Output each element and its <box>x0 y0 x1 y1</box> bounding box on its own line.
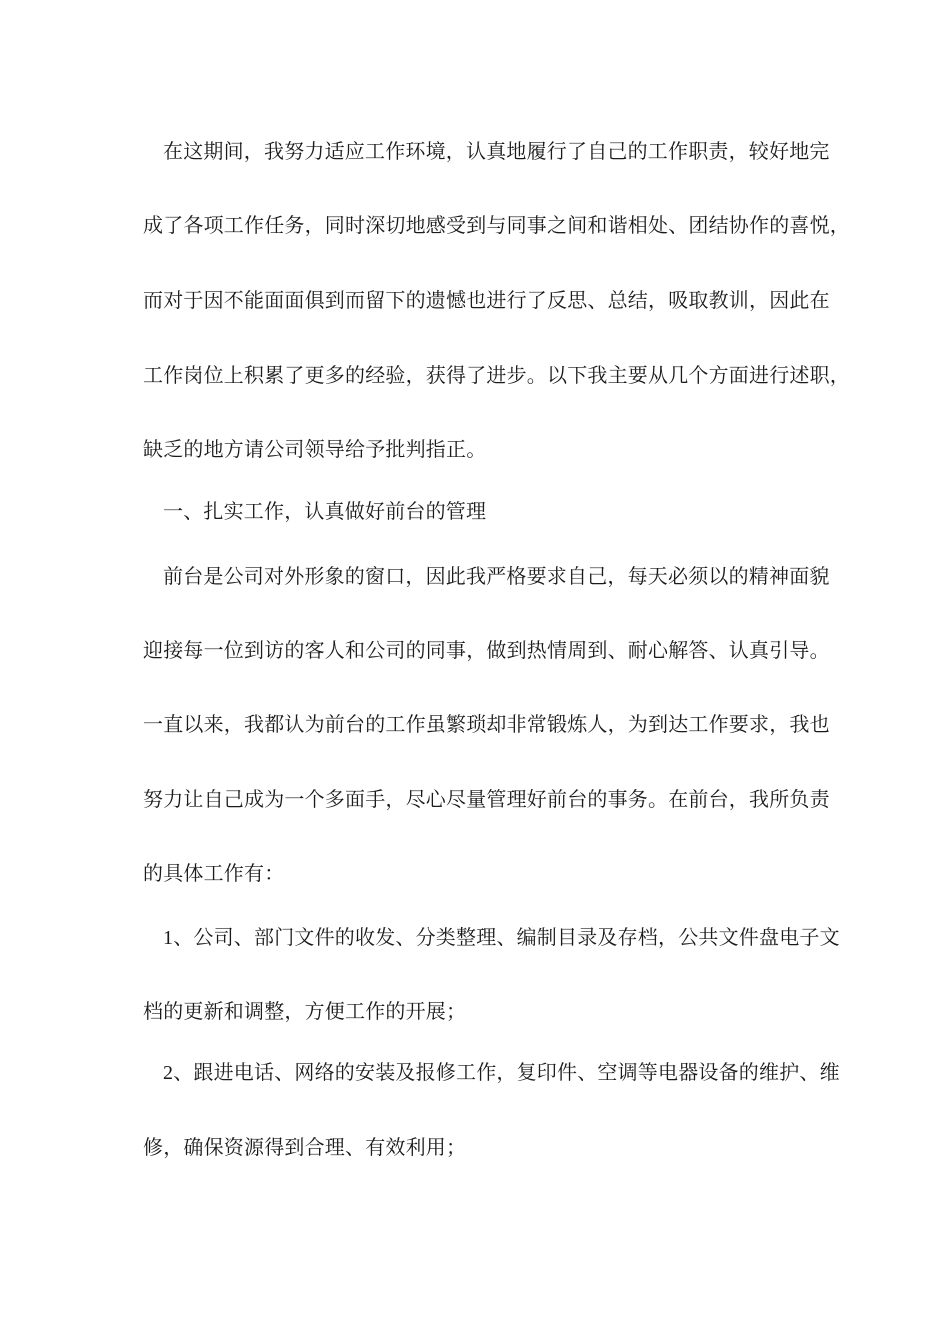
list-item-number: 2 <box>163 1062 174 1084</box>
paragraph-line: 工作岗位上积累了更多的经验，获得了进步。以下我主要从几个方面进行述职， <box>143 363 850 387</box>
paragraph-line: 的具体工作有： <box>143 861 285 885</box>
paragraph-line: 努力让自己成为一个多面手，尽心尽量管理好前台的事务。在前台，我所负责 <box>143 787 830 811</box>
section-heading: 一、扎实工作，认真做好前台的管理 <box>163 499 487 523</box>
paragraph-line: 档的更新和调整，方便工作的开展； <box>143 999 467 1023</box>
paragraph-line: 在这期间，我努力适应工作环境，认真地履行了自己的工作职责，较好地完 <box>163 139 830 163</box>
paragraph-line: 修，确保资源得到合理、有效利用； <box>143 1135 467 1159</box>
list-item <box>163 1060 840 1085</box>
paragraph-line: 前台是公司对外形象的窗口，因此我严格要求自己，每天必须以的精神面貌 <box>163 564 830 588</box>
paragraph-line: 而对于因不能面面俱到而留下的遗憾也进行了反思、总结，吸取教训，因此在 <box>143 288 830 312</box>
list-item-number: 1 <box>163 927 174 949</box>
paragraph-line: 迎接每一位到访的客人和公司的同事，做到热情周到、耐心解答、认真引导。 <box>143 638 830 662</box>
list-item-text: 、跟进电话、网络的安装及报修工作，复印件、空调等电器设备的维护、维 <box>173 1060 840 1084</box>
paragraph-line: 一直以来，我都认为前台的工作虽繁琐却非常锻炼人，为到达工作要求，我也 <box>143 712 830 736</box>
list-item-text: 、公司、部门文件的收发、分类整理、编制目录及存档，公共文件盘电子文 <box>173 925 840 949</box>
paragraph-line: 缺乏的地方请公司领导给予批判指正。 <box>143 437 487 461</box>
list-item <box>163 925 840 950</box>
paragraph-line: 成了各项工作任务，同时深切地感受到与同事之间和谐相处、团结协作的喜悦， <box>143 213 850 237</box>
